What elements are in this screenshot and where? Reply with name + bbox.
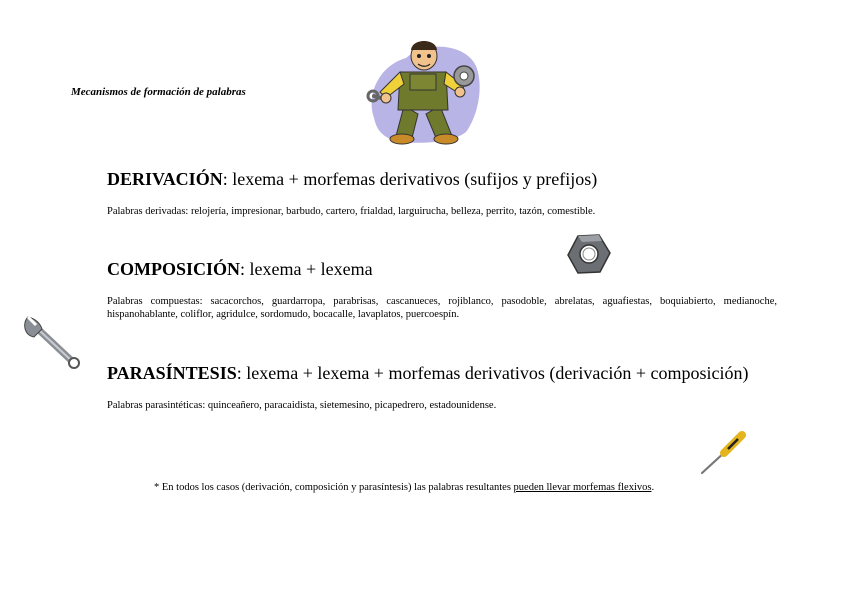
section-body-composicion: Palabras compuestas: sacacorchos, guardarropa, parabrisas, cascanueces, rojiblanco, pasodoble, abrelatas, aguafiestas, boquiabierto, medianoche, hispanohablante, coliflor, agridulce, sordomudo, bocacalle, lavaplatos, puercoespín. — [107, 296, 777, 320]
footnote-prefix: * En todos los casos (derivación, composición y parasíntesis) las palabras resultantes — [154, 482, 514, 493]
section-term: COMPOSICIÓN — [107, 259, 241, 279]
mechanic-clipart — [366, 36, 484, 146]
wrench-icon — [22, 313, 82, 371]
section-heading-parasintesis — [107, 363, 749, 384]
section-heading-derivacion — [107, 169, 597, 190]
footnote-underlined-text: pueden llevar morfemas flexivos — [513, 482, 652, 493]
section-formula: : lexema + lexema — [240, 259, 373, 279]
section-body-derivacion: Palabras derivadas: relojería, impresionar, barbudo, cartero, frialdad, larguirucha, belleza, perrito, tazón, comestible. — [107, 206, 596, 217]
section-formula: : lexema + lexema + morfemas derivativos (derivación + composición) — [236, 363, 749, 383]
document-title: Mecanismos de formación de palabras — [71, 86, 246, 98]
footnote-suffix: . — [651, 482, 655, 493]
section-heading-composicion — [107, 259, 373, 280]
section-formula: : lexema + morfemas derivativos (sufijos y prefijos) — [222, 169, 598, 189]
section-term: PARASÍNTESIS — [107, 363, 237, 383]
section-body-parasintesis: Palabras parasintéticas: quinceañero, paracaidista, sietemesino, picapedrero, estadounidense. — [107, 400, 497, 411]
screwdriver-icon — [698, 429, 748, 477]
hex-nut-icon — [566, 233, 612, 275]
footnote — [154, 482, 654, 493]
section-term: DERIVACIÓN — [107, 169, 223, 189]
